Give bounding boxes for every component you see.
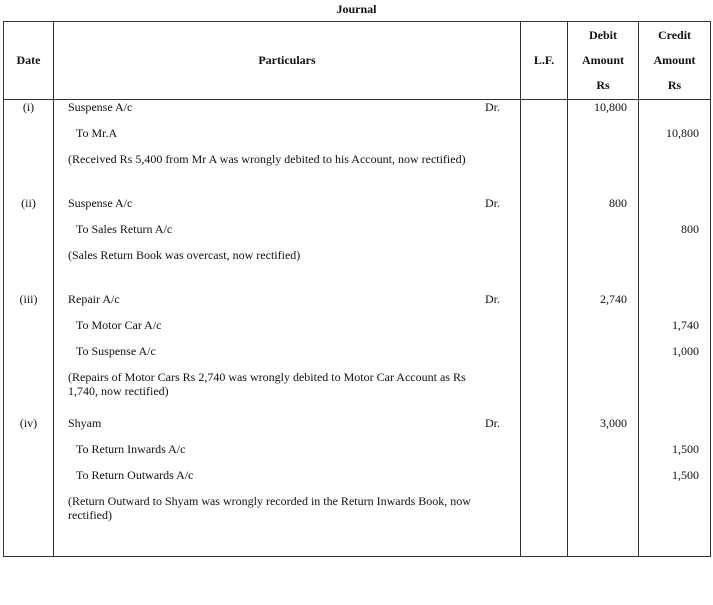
debit-account: Repair A/c [68,292,120,306]
credit-amount: 1,740 [672,318,699,332]
debit-amount: 3,000 [600,416,627,430]
narration: (Sales Return Book was overcast, now rectified) [68,248,301,262]
debit-amount: 10,800 [594,100,627,114]
entry-credit [639,100,711,197]
dr-label: Dr. [485,292,500,306]
credit-account: To Sales Return A/c [76,222,173,236]
entry-particulars [54,100,521,197]
debit-account-line [68,100,500,126]
header-debit-line: Rs [596,78,610,92]
dr-label: Dr. [485,100,500,114]
entry-debit [568,100,639,197]
journal-table [3,21,711,557]
entry-date: (iv) [4,416,54,557]
credit-account: To Return Outwards A/c [76,468,194,482]
debit-account: Suspense A/c [68,196,133,210]
credit-amount: 1,000 [672,344,699,358]
header-debit-line: Amount [581,53,624,67]
dr-label: Dr. [485,416,500,430]
entry-debit [568,196,639,292]
entry-particulars [54,196,521,292]
header-debit-line: Debit [589,28,617,42]
entry-credit [639,416,711,557]
entry-debit [568,416,639,557]
debit-account: Suspense A/c [68,100,133,114]
debit-account: Shyam [68,416,102,430]
credit-account: To Mr.A [76,126,118,140]
entry-lf [521,416,568,557]
header-credit-line: Rs [667,78,682,92]
debit-account-line [68,416,500,442]
journal-entry [4,292,711,416]
journal-title: Journal [336,2,377,16]
credit-account: To Motor Car A/c [76,318,162,332]
entry-credit [639,196,711,292]
narration: (Repairs of Motor Cars Rs 2,740 was wrongly debited to Motor Car Account as Rs 1,740, now rectified) [68,370,466,398]
credit-amount: 10,800 [666,126,699,140]
journal-entry [4,416,711,557]
entry-lf [521,292,568,416]
entry-date: (i) [4,100,54,197]
entry-credit [639,292,711,416]
header-credit [639,22,711,100]
entry-debit [568,292,639,416]
narration: (Return Outward to Shyam was wrongly recorded in the Return Inwards Book, now rectified) [68,494,471,522]
journal-entry [4,100,711,197]
credit-amount: 1,500 [672,442,699,456]
narration: (Received Rs 5,400 from Mr A was wrongly debited to his Account, now rectified) [68,152,466,166]
entry-date: (iii) [4,292,54,416]
debit-account-line [68,196,500,222]
credit-amount: 800 [681,222,699,236]
credit-account: To Suspense A/c [76,344,156,358]
credit-account: To Return Inwards A/c [76,442,186,456]
entry-lf [521,196,568,292]
debit-account-line [68,292,500,318]
entry-lf [521,100,568,197]
dr-label: Dr. [485,196,500,210]
header-row [4,22,711,100]
header-credit-line: Credit [657,28,692,42]
header-lf: L.F. [521,22,568,100]
entry-particulars [54,416,521,557]
header-date: Date [4,22,54,100]
credit-amount: 1,500 [672,468,699,482]
entry-particulars [54,292,521,416]
header-credit-line: Amount [653,53,696,67]
entry-date: (ii) [4,196,54,292]
header-debit [568,22,639,100]
debit-amount: 800 [609,196,627,210]
header-particulars: Particulars [54,22,521,100]
journal-entry [4,196,711,292]
debit-amount: 2,740 [600,292,627,306]
